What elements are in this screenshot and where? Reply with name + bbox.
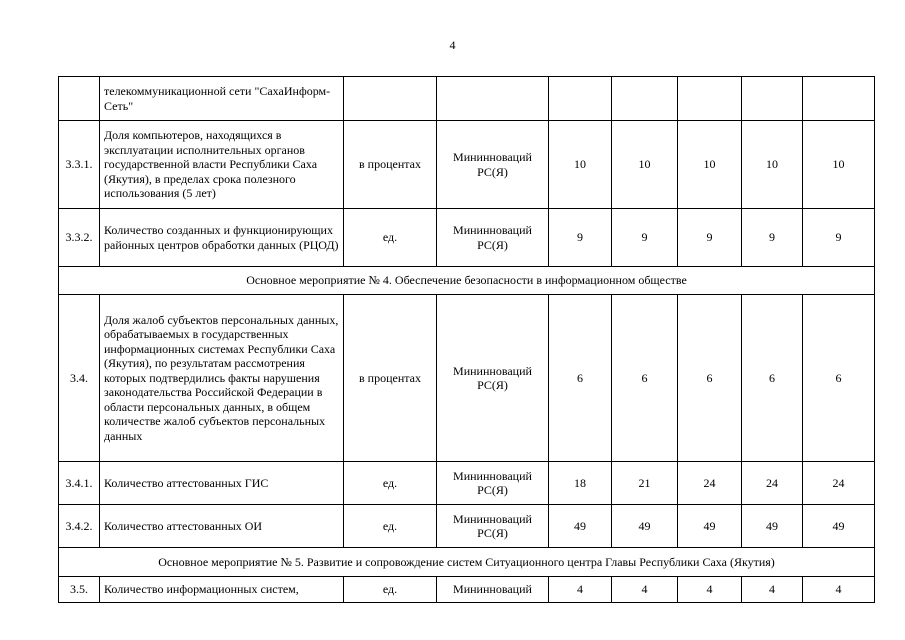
value-cell: [549, 77, 612, 121]
value-cell: 21: [612, 462, 678, 505]
responsible-cell: Мининноваций РС(Я): [437, 462, 549, 505]
responsible-cell: Мининноваций РС(Я): [437, 505, 549, 548]
unit-cell: ед.: [344, 577, 437, 603]
value-cell: 9: [612, 209, 678, 267]
value-cell: 18: [549, 462, 612, 505]
table-row: [59, 295, 875, 462]
value-cell: 6: [803, 295, 875, 462]
value-cell: 6: [678, 295, 742, 462]
value-cell: 24: [803, 462, 875, 505]
unit-cell: в процентах: [344, 121, 437, 209]
row-number: 3.3.1.: [59, 121, 100, 209]
value-cell: [678, 77, 742, 121]
page-number: 4: [449, 38, 456, 52]
value-cell: 10: [742, 121, 803, 209]
table-row: [59, 577, 875, 603]
value-cell: [612, 77, 678, 121]
section-row: [59, 267, 875, 295]
value-cell: [803, 77, 875, 121]
value-cell: 4: [678, 577, 742, 603]
indicators-table: [58, 76, 875, 603]
unit-cell: ед.: [344, 209, 437, 267]
indicator-name: телекоммуникационной сети "СахаИнформ-Сеть": [100, 77, 344, 121]
indicator-name: Доля компьютеров, находящихся в эксплуатации исполнительных органов государственной власти Республики Саха (Якутия), в пределах срока полезного использования (5 лет): [100, 121, 344, 209]
value-cell: 24: [678, 462, 742, 505]
value-cell: 4: [549, 577, 612, 603]
table-row: [59, 77, 875, 121]
row-number: 3.4.1.: [59, 462, 100, 505]
value-cell: 49: [612, 505, 678, 548]
unit-cell: ед.: [344, 462, 437, 505]
responsible-cell: Мининноваций: [437, 577, 549, 603]
table-row: [59, 209, 875, 267]
row-number: 3.4.: [59, 295, 100, 462]
row-number: [59, 77, 100, 121]
value-cell: 9: [803, 209, 875, 267]
value-cell: 49: [549, 505, 612, 548]
indicator-name: Доля жалоб субъектов персональных данных, обрабатываемых в государственных информационных системах Республики Саха (Якутия), по результатам рассмотрения которых подтвердились факты нарушения законодательства Российской Федерации в области персональных данных, в общем количестве жалоб субъектов персональных данных: [100, 295, 344, 462]
unit-cell: [344, 77, 437, 121]
value-cell: 49: [678, 505, 742, 548]
value-cell: 10: [678, 121, 742, 209]
indicator-name: Количество аттестованных ГИС: [100, 462, 344, 505]
table-row: [59, 462, 875, 505]
value-cell: 49: [803, 505, 875, 548]
row-number: 3.5.: [59, 577, 100, 603]
section-heading: Основное мероприятие № 4. Обеспечение безопасности в информационном обществе: [59, 267, 875, 295]
table-row: [59, 121, 875, 209]
indicator-name: Количество информационных систем,: [100, 577, 344, 603]
indicator-name: Количество созданных и функционирующих районных центров обработки данных (РЦОД): [100, 209, 344, 267]
responsible-cell: Мининноваций РС(Я): [437, 209, 549, 267]
value-cell: 10: [803, 121, 875, 209]
value-cell: 10: [612, 121, 678, 209]
indicator-name: Количество аттестованных ОИ: [100, 505, 344, 548]
value-cell: 9: [678, 209, 742, 267]
value-cell: 9: [742, 209, 803, 267]
value-cell: 9: [549, 209, 612, 267]
value-cell: 24: [742, 462, 803, 505]
value-cell: 49: [742, 505, 803, 548]
responsible-cell: Мининноваций РС(Я): [437, 121, 549, 209]
value-cell: 4: [612, 577, 678, 603]
table-row: [59, 505, 875, 548]
responsible-cell: [437, 77, 549, 121]
value-cell: 10: [549, 121, 612, 209]
unit-cell: в процентах: [344, 295, 437, 462]
value-cell: 6: [549, 295, 612, 462]
row-number: 3.3.2.: [59, 209, 100, 267]
value-cell: [742, 77, 803, 121]
value-cell: 4: [803, 577, 875, 603]
row-number: 3.4.2.: [59, 505, 100, 548]
value-cell: 6: [742, 295, 803, 462]
unit-cell: ед.: [344, 505, 437, 548]
section-heading: Основное мероприятие № 5. Развитие и сопровождение систем Ситуационного центра Главы Республики Саха (Якутия): [59, 548, 875, 577]
value-cell: 4: [742, 577, 803, 603]
value-cell: 6: [612, 295, 678, 462]
section-row: [59, 548, 875, 577]
responsible-cell: Мининноваций РС(Я): [437, 295, 549, 462]
